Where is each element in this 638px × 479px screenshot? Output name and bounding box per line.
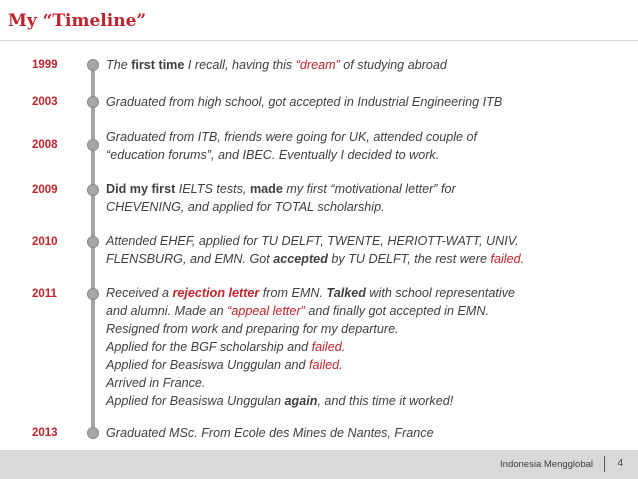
- entry-highlight: “appeal letter”: [227, 304, 305, 318]
- timeline-node: [87, 184, 99, 196]
- entry-text: I recall, having this: [184, 58, 296, 72]
- entry-highlight: “dream”: [295, 58, 340, 72]
- entry-text: with school representative: [365, 286, 516, 300]
- entry-text: Applied for Beasiswa Unggulan: [106, 394, 285, 408]
- year-2011: 2011: [10, 282, 76, 306]
- entry-line: [106, 250, 626, 268]
- entry-emphasis: first time: [131, 58, 185, 72]
- entry-text: .: [520, 252, 525, 266]
- entry-line: [106, 284, 626, 302]
- entry-line: “education forums”, and IBEC. Eventually I decided to work.: [106, 148, 440, 162]
- entry-text: and alumni. Made an: [106, 304, 228, 318]
- entry-text: , and this time it worked!: [317, 394, 454, 408]
- entry-line: CHEVENING, and applied for TOTAL scholarship.: [106, 200, 385, 214]
- timeline-node: [87, 236, 99, 248]
- timeline-node: [87, 139, 99, 151]
- entry-line: Arrived in France.: [106, 376, 206, 390]
- year-1999: 1999: [10, 53, 76, 77]
- entry-text: Applied for Beasiswa Unggulan and: [106, 358, 310, 372]
- entry-2008: [106, 128, 626, 164]
- entry-text: and finally got accepted in EMN.: [304, 304, 489, 318]
- entry-text: Applied for the BGF scholarship and: [106, 340, 312, 354]
- entry-text: from EMN.: [259, 286, 327, 300]
- entry-2003: [106, 93, 626, 111]
- entry-2009: [106, 180, 626, 216]
- entry-line: Graduated from ITB, friends were going for UK, attended couple of: [106, 130, 478, 144]
- timeline-node: [87, 288, 99, 300]
- timeline-node: [87, 427, 99, 439]
- entry-highlight: failed: [309, 358, 340, 372]
- entry-text: The: [106, 58, 132, 72]
- slide-title: My “Timeline”: [8, 11, 147, 31]
- entry-line: [106, 356, 626, 374]
- entry-2010: [106, 232, 626, 268]
- entry-text: my first “motivational letter” for: [282, 182, 456, 196]
- entry-emphasis: made: [249, 182, 283, 196]
- entry-highlight: failed: [490, 252, 521, 266]
- entry-line: [106, 180, 626, 198]
- entry-line: [106, 338, 626, 356]
- entry-text: Received a: [106, 286, 173, 300]
- page-number: 4: [617, 458, 623, 469]
- title-divider: [0, 40, 638, 41]
- entry-text: by TU DELFT, the rest were: [327, 252, 491, 266]
- year-2008: 2008: [10, 133, 76, 157]
- entry-text: Graduated MSc. From Ecole des Mines de Nantes, France: [106, 426, 434, 440]
- timeline-line: [91, 60, 95, 438]
- entry-text: IELTS tests,: [175, 182, 250, 196]
- entry-highlight: failed: [311, 340, 342, 354]
- entry-line: [106, 392, 626, 410]
- footer-bar: [0, 450, 638, 479]
- entry-text: Graduated from high school, got accepted in Industrial Engineering ITB: [106, 95, 503, 109]
- entry-highlight: rejection letter: [172, 286, 260, 300]
- entry-emphasis: again: [284, 394, 318, 408]
- year-2010: 2010: [10, 230, 76, 254]
- entry-text: FLENSBURG, and EMN. Got: [106, 252, 274, 266]
- entry-1999: [106, 56, 626, 74]
- entry-line: Resigned from work and preparing for my departure.: [106, 322, 399, 336]
- footer-divider: [604, 456, 605, 472]
- entry-line: Attended EHEF, applied for TU DELFT, TWENTE, HERIOTT-WATT, UNIV.: [106, 234, 519, 248]
- footer-org: Indonesia Mengglobal: [500, 459, 593, 470]
- entry-text: .: [339, 358, 343, 372]
- entry-text: of studying abroad: [339, 58, 447, 72]
- year-2009: 2009: [10, 178, 76, 202]
- timeline-node: [87, 59, 99, 71]
- year-2013: 2013: [10, 421, 76, 445]
- entry-emphasis: accepted: [273, 252, 328, 266]
- entry-2011: [106, 284, 626, 410]
- timeline-node: [87, 96, 99, 108]
- entry-text: .: [341, 340, 346, 354]
- entry-2013: [106, 424, 626, 442]
- entry-emphasis: Did my first: [106, 182, 176, 196]
- entry-line: [106, 302, 626, 320]
- entry-emphasis: Talked: [326, 286, 366, 300]
- year-2003: 2003: [10, 90, 76, 114]
